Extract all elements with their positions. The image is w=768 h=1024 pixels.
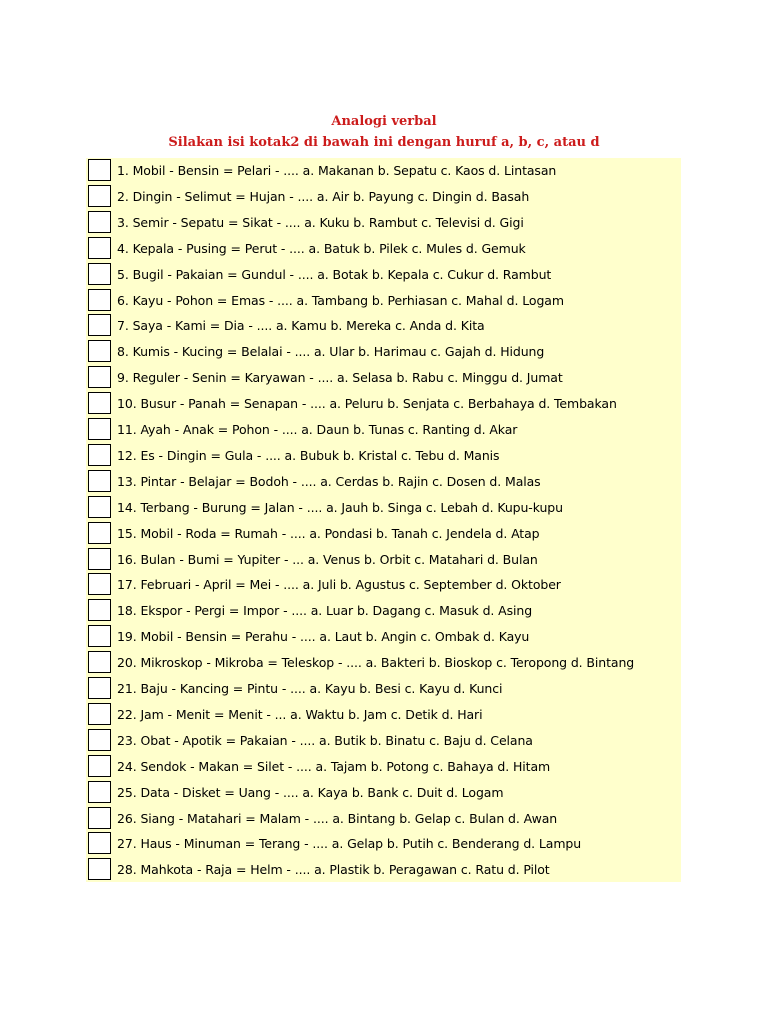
question-row [86,572,706,598]
question-row [86,857,706,883]
question-row [86,313,706,339]
answer-box[interactable] [88,651,111,673]
answer-box[interactable] [88,729,111,751]
question-text: 15. Mobil - Roda = Rumah - .... a. Pondasi b. Tanah c. Jendela d. Atap [117,525,540,541]
question-text: 22. Jam - Menit = Menit - ... a. Waktu b. Jam c. Detik d. Hari [117,706,483,722]
question-row [86,598,706,624]
answer-box[interactable] [88,159,111,181]
answer-box[interactable] [88,677,111,699]
question-row [86,262,706,288]
question-text: 17. Februari - April = Mei - .... a. Juli b. Agustus c. September d. Oktober [117,577,561,593]
question-text: 28. Mahkota - Raja = Helm - .... a. Plastik b. Peragawan c. Ratu d. Pilot [117,862,550,878]
question-row [86,443,706,469]
question-text: 25. Data - Disket = Uang - .... a. Kaya b. Bank c. Duit d. Logam [117,784,504,800]
answer-box[interactable] [88,470,111,492]
answer-box[interactable] [88,599,111,621]
question-row [86,288,706,314]
question-row [86,469,706,495]
answer-box[interactable] [88,703,111,725]
question-row [86,702,706,728]
question-row [86,780,706,806]
question-text: 9. Reguler - Senin = Karyawan - .... a. Selasa b. Rabu c. Minggu d. Jumat [117,370,563,386]
question-text: 3. Semir - Sepatu = Sikat - .... a. Kuku b. Rambut c. Televisi d. Gigi [117,214,524,230]
answer-box[interactable] [88,573,111,595]
question-text: 24. Sendok - Makan = Silet - .... a. Tajam b. Potong c. Bahaya d. Hitam [117,758,551,774]
question-row [86,339,706,365]
question-text: 20. Mikroskop - Mikroba = Teleskop - .... a. Bakteri b. Bioskop c. Teropong d. Bintang [117,655,635,671]
question-row [86,831,706,857]
question-text: 12. Es - Dingin = Gula - .... a. Bubuk b. Kristal c. Tebu d. Manis [117,447,500,463]
question-row [86,495,706,521]
question-text: 4. Kepala - Pusing = Perut - .... a. Batuk b. Pilek c. Mules d. Gemuk [117,240,526,256]
question-text: 1. Mobil - Bensin = Pelari - .... a. Makanan b. Sepatu c. Kaos d. Lintasan [117,163,557,178]
question-text: 18. Ekspor - Pergi = Impor - .... a. Luar b. Dagang c. Masuk d. Asing [117,603,533,619]
question-row [86,417,706,443]
question-row [86,728,706,754]
answer-box[interactable] [88,289,111,311]
answer-box[interactable] [88,832,111,854]
question-row [86,236,706,262]
question-row [86,547,706,573]
answer-box[interactable] [88,625,111,647]
question-text: 11. Ayah - Anak = Pohon - .... a. Daun b. Tunas c. Ranting d. Akar [117,422,518,437]
answer-box[interactable] [88,755,111,777]
answer-box[interactable] [88,366,111,388]
question-text: 6. Kayu - Pohon = Emas - .... a. Tambang b. Perhiasan c. Mahal d. Logam [117,292,564,308]
question-text: 10. Busur - Panah = Senapan - .... a. Peluru b. Senjata c. Berbahaya d. Tembakan [117,396,617,412]
question-text: 16. Bulan - Bumi = Yupiter - ... a. Venus b. Orbit c. Matahari d. Bulan [117,551,538,567]
answer-box[interactable] [88,314,111,336]
answer-box[interactable] [88,496,111,518]
answer-box[interactable] [88,211,111,233]
answer-box[interactable] [88,781,111,803]
question-row [86,184,706,210]
question-row [86,210,706,236]
question-text: 8. Kumis - Kucing = Belalai - .... a. Ular b. Harimau c. Gajah d. Hidung [117,344,545,360]
answer-box[interactable] [88,807,111,829]
question-text: 26. Siang - Matahari = Malam - .... a. Bintang b. Gelap c. Bulan d. Awan [117,810,558,826]
answer-box[interactable] [88,858,111,880]
answer-box[interactable] [88,548,111,570]
answer-box[interactable] [88,340,111,362]
answer-box[interactable] [88,263,111,285]
answer-box[interactable] [88,392,111,414]
answer-box[interactable] [88,237,111,259]
answer-box[interactable] [88,418,111,440]
instruction-text: Silakan isi kotak2 di bawah ini dengan huruf a, b, c, atau d [168,135,600,150]
question-text: 2. Dingin - Selimut = Hujan - .... a. Air b. Payung c. Dingin d. Basah [117,188,530,204]
page-title: Analogi verbal [331,114,437,129]
question-row [86,624,706,650]
question-text: 5. Bugil - Pakaian = Gundul - .... a. Botak b. Kepala c. Cukur d. Rambut [117,266,552,282]
question-row [86,521,706,547]
question-row [86,754,706,780]
answer-box[interactable] [88,185,111,207]
question-text: 19. Mobil - Bensin = Perahu - .... a. Laut b. Angin c. Ombak d. Kayu [117,629,530,645]
answer-box[interactable] [88,444,111,466]
question-text: 14. Terbang - Burung = Jalan - .... a. Jauh b. Singa c. Lebah d. Kupu-kupu [117,499,563,515]
question-row [86,365,706,391]
question-text: 13. Pintar - Belajar = Bodoh - .... a. Cerdas b. Rajin c. Dosen d. Malas [117,473,541,489]
question-row [86,650,706,676]
question-text: 7. Saya - Kami = Dia - .... a. Kamu b. Mereka c. Anda d. Kita [117,318,485,334]
question-row [86,806,706,832]
question-text: 21. Baju - Kancing = Pintu - .... a. Kayu b. Besi c. Kayu d. Kunci [117,681,503,696]
question-row [86,676,706,702]
answer-box[interactable] [88,522,111,544]
question-row [86,391,706,417]
question-text: 23. Obat - Apotik = Pakaian - .... a. Butik b. Binatu c. Baju d. Celana [117,732,533,748]
question-row [86,158,706,184]
question-text: 27. Haus - Minuman = Terang - .... a. Gelap b. Putih c. Benderang d. Lampu [117,836,582,852]
